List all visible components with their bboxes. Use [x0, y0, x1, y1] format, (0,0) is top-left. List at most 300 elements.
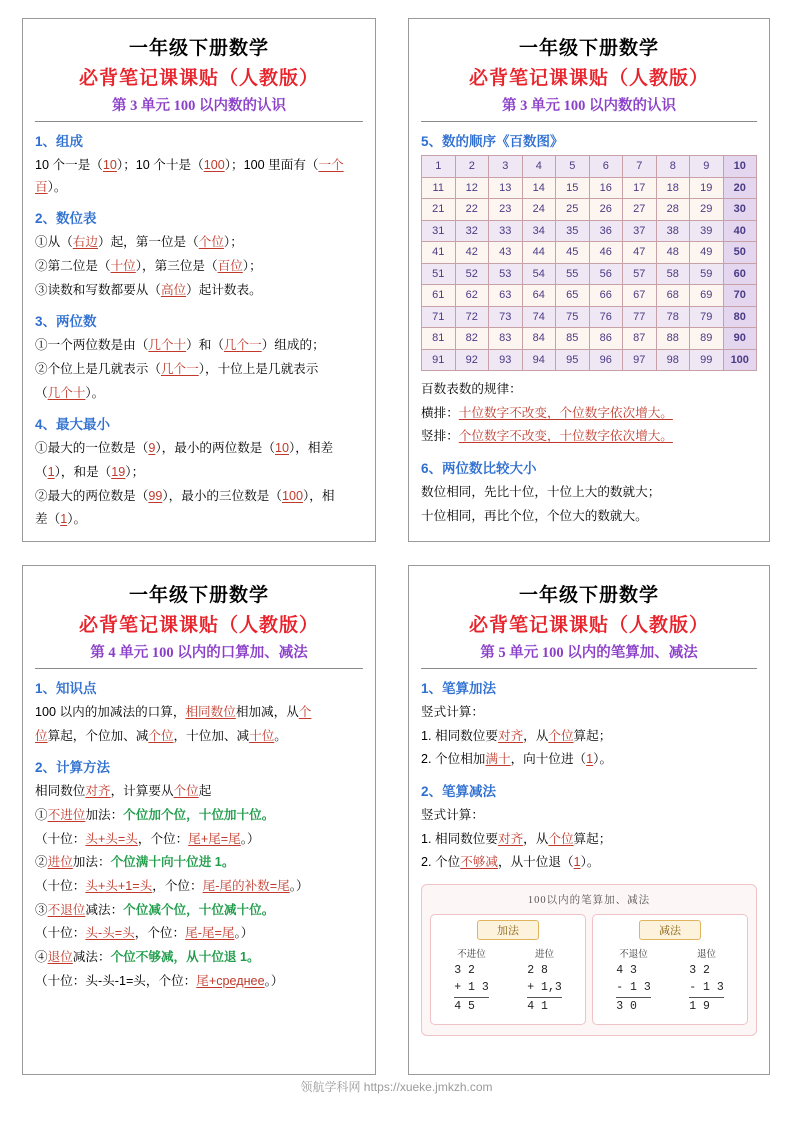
method-line-3 [35, 829, 363, 851]
chart-cell: 5 [556, 156, 590, 178]
text: ）；100 里面有（ [224, 158, 319, 172]
answer: 1 [573, 855, 581, 870]
text: ），十位上是几就表示 [198, 361, 319, 376]
divider [421, 668, 757, 669]
example-add-no-carry-label: 不进位 [457, 949, 486, 960]
text: ，向十位进（ [510, 752, 587, 767]
chart-cell: 27 [623, 199, 657, 221]
chart-cell: 44 [522, 242, 556, 264]
chart-cell: 92 [455, 349, 489, 371]
example-subtraction-column [592, 914, 748, 1025]
chart-cell: 80 [723, 306, 757, 328]
section-title-written-subtraction: 2、笔算减法 [421, 783, 497, 799]
chart-cell: 68 [656, 285, 690, 307]
example-add-carry-sum [527, 963, 562, 1016]
example-add-no-carry [435, 946, 508, 1016]
card-unit3-part2 [408, 18, 770, 542]
sum-line: - 1 3 [616, 980, 651, 994]
chart-cell: 50 [723, 242, 757, 264]
text: ，从 [523, 728, 549, 743]
worked-example-title: 100以内的笔算加、减法 [527, 894, 651, 906]
example-addition-column [430, 914, 586, 1025]
text: ）。 [580, 855, 600, 870]
chart-cell: 52 [455, 263, 489, 285]
text: （ [35, 464, 48, 479]
example-add-carry-label: 进位 [534, 949, 554, 960]
answer: 几个十 [47, 385, 86, 400]
text: ④ [35, 949, 48, 964]
footer-watermark: 领航学科网 https://xueke.jmkzh.com [300, 1080, 493, 1094]
answer: 几个一 [223, 338, 262, 353]
highlight: 个位不够减，从十位退 1。 [110, 949, 260, 964]
chart-cell: 39 [690, 220, 724, 242]
knowledge-line-2 [35, 726, 363, 748]
section-title-maxmin: 4、最大最小 [35, 417, 111, 433]
text: 100 以内的加减法的口算， [35, 705, 186, 719]
written-subtraction-line-1 [421, 829, 757, 851]
chart-cell: 31 [422, 220, 456, 242]
chart-cell: 77 [623, 306, 657, 328]
chart-cell: 20 [723, 177, 757, 199]
chart-row [422, 199, 757, 221]
text: ②个位上是几就表示（ [35, 361, 161, 376]
text: 相加减，从 [235, 705, 299, 719]
maxmin-line-2 [35, 462, 363, 484]
composition-line-1 [35, 155, 363, 198]
answer: 19 [111, 464, 126, 479]
chart-cell: 57 [623, 263, 657, 285]
text: ）。 [47, 179, 67, 194]
chart-cell: 91 [422, 349, 456, 371]
chart-cell: 66 [589, 285, 623, 307]
chart-cell: 23 [489, 199, 523, 221]
answer: 对齐 [497, 728, 524, 743]
chart-row [422, 328, 757, 350]
text: （十位： [35, 878, 86, 893]
answer: 尾-尾的补数=尾 [202, 878, 290, 893]
highlight: 个位加个位，十位加十位。 [123, 807, 275, 822]
text: 减法： [72, 949, 111, 964]
highlight: 个位减个位，十位减十位。 [123, 902, 275, 917]
answer: 位 [35, 728, 48, 743]
chart-cell: 26 [589, 199, 623, 221]
chart-cell: 9 [690, 156, 724, 178]
example-sub-no-borrow [597, 946, 670, 1016]
text: ①从（ [35, 235, 73, 250]
text: ②最大的两位数是（ [35, 488, 149, 503]
answer: 对齐 [85, 784, 111, 799]
chart-cell: 46 [589, 242, 623, 264]
chart-cell: 70 [723, 285, 757, 307]
card-header [421, 580, 757, 662]
chart-cell: 56 [589, 263, 623, 285]
text: 竖排： [421, 429, 459, 444]
text: ）起，第一位是（ [97, 235, 199, 250]
chart-cell: 16 [589, 177, 623, 199]
chart-cell: 45 [556, 242, 590, 264]
chart-cell: 11 [422, 177, 456, 199]
card-header [421, 33, 757, 115]
chart-cell: 60 [723, 263, 757, 285]
chart-cell: 34 [522, 220, 556, 242]
text: ）。 [593, 752, 613, 767]
chart-cell: 7 [623, 156, 657, 178]
text: ）。 [85, 385, 105, 400]
sum-line: + 1 3 [454, 980, 489, 994]
answer: 头-头=头 [85, 926, 135, 941]
chart-cell: 43 [489, 242, 523, 264]
text: ），和是（ [54, 464, 112, 479]
answer: 不进位 [47, 807, 86, 822]
sum-line: 3 0 [616, 997, 651, 1016]
chart-cell: 3 [489, 156, 523, 178]
answer: 相同数位 [185, 705, 236, 719]
sum-line: 1 9 [689, 997, 724, 1016]
text: ）；10 个十是（ [116, 158, 204, 172]
answer: 个位 [148, 728, 174, 743]
example-sub-borrow [670, 946, 743, 1016]
chart-cell: 73 [489, 306, 523, 328]
text: 相同数位 [35, 784, 86, 799]
method-line-6 [35, 900, 363, 922]
twodigit-line-2 [35, 359, 363, 381]
answer: 100 [282, 488, 304, 503]
chart-cell: 78 [656, 306, 690, 328]
method-line-9 [35, 971, 363, 993]
text: ③读数和写数都要从（ [35, 282, 161, 297]
text: 2. 个位相加 [421, 752, 486, 767]
header-line1: 一年级下册数学 [518, 585, 659, 606]
chart-cell: 33 [489, 220, 523, 242]
rule-column [421, 426, 757, 448]
chart-cell: 1 [422, 156, 456, 178]
chart-cell: 62 [455, 285, 489, 307]
knowledge-line-1 [35, 702, 363, 724]
chart-cell: 85 [556, 328, 590, 350]
text: ，计算要从 [110, 784, 174, 799]
chart-cell: 76 [589, 306, 623, 328]
text: 加法： [72, 855, 111, 870]
chart-cell: 65 [556, 285, 590, 307]
answer: 尾+среднее [196, 973, 265, 988]
chart-cell: 41 [422, 242, 456, 264]
text: 。） [240, 831, 260, 846]
answer: 100 [203, 158, 225, 172]
chart-cell: 64 [522, 285, 556, 307]
answer: 个位 [548, 728, 574, 743]
answer: 头+头=头 [85, 831, 138, 846]
card-unit5 [408, 565, 770, 1075]
highlight: 个位满十向十位进 1。 [110, 855, 235, 870]
twodigit-line-3 [35, 383, 363, 405]
chart-cell: 24 [522, 199, 556, 221]
chart-cell: 6 [589, 156, 623, 178]
text: 加法： [85, 807, 124, 822]
divider [35, 668, 363, 669]
chart-cell: 93 [489, 349, 523, 371]
example-sub-no-borrow-sum [616, 963, 651, 1016]
section-title-written-addition: 1、笔算加法 [421, 681, 497, 696]
chart-cell: 40 [723, 220, 757, 242]
example-subtraction-tag: 减法 [639, 920, 701, 940]
chart-row [422, 177, 757, 199]
chart-row [422, 220, 757, 242]
chart-cell: 15 [556, 177, 590, 199]
text: 算起，个位加、减 [47, 728, 149, 743]
text: ②第二位是（ [35, 258, 111, 273]
example-sub-borrow-sum [689, 963, 724, 1016]
chart-cell: 4 [522, 156, 556, 178]
section-title-twodigit: 3、两位数 [35, 314, 97, 330]
written-addition-line-2 [421, 749, 757, 771]
answer: 个 [298, 705, 312, 719]
chart-cell: 38 [656, 220, 690, 242]
text: ）； [223, 235, 243, 250]
chart-row [422, 306, 757, 328]
answer: 十位 [249, 728, 275, 743]
method-line-8 [35, 947, 363, 969]
text: ② [35, 855, 48, 870]
method-line-5 [35, 876, 363, 898]
chart-cell: 96 [589, 349, 623, 371]
method-line-4 [35, 852, 363, 874]
chart-cell: 29 [690, 199, 724, 221]
text: ，从 [523, 831, 549, 846]
answer: 头+头+1=头 [85, 878, 153, 893]
chart-row [422, 156, 757, 178]
answer: 10 [102, 158, 117, 172]
chart-cell: 19 [690, 177, 724, 199]
text: ），第三位是（ [135, 258, 218, 273]
chart-cell: 12 [455, 177, 489, 199]
rule-row [421, 403, 757, 425]
written-addition-lead: 竖式计算： [421, 705, 484, 719]
answer: 10 [275, 441, 290, 456]
chart-cell: 84 [522, 328, 556, 350]
chart-row [422, 349, 757, 371]
chart-row [422, 263, 757, 285]
compare-line-1: 数位相同，先比十位，十位上大的数就大； [421, 484, 661, 499]
chart-cell: 87 [623, 328, 657, 350]
example-add-no-carry-sum [454, 963, 489, 1016]
hundred-chart-table [421, 155, 757, 371]
card-header [35, 580, 363, 662]
section-title-placevalue: 2、数位表 [35, 211, 97, 227]
sum-line: + 1,3 [527, 980, 562, 994]
text: 1. 相同数位要 [421, 831, 498, 846]
text: 。） [264, 973, 284, 988]
answer: 右边 [72, 235, 98, 250]
text: （ [35, 385, 48, 400]
chart-cell: 53 [489, 263, 523, 285]
maxmin-line-3 [35, 486, 363, 508]
text: ① [35, 807, 48, 822]
chart-cell: 54 [522, 263, 556, 285]
header-line2: 必背笔记课课贴（人教版） [78, 68, 319, 89]
chart-cell: 17 [623, 177, 657, 199]
answer: 9 [148, 441, 156, 456]
answer: 几个十 [148, 338, 187, 353]
text: ，个位： [152, 878, 203, 893]
text: 差（ [35, 512, 61, 527]
answer: 个位 [173, 784, 199, 799]
answer: 不退位 [47, 902, 86, 917]
text: 起 [198, 784, 212, 799]
chart-cell: 37 [623, 220, 657, 242]
example-sub-no-borrow-label: 不退位 [619, 949, 648, 960]
chart-cell: 69 [690, 285, 724, 307]
chart-cell: 36 [589, 220, 623, 242]
chart-cell: 18 [656, 177, 690, 199]
text: 1. 相同数位要 [421, 728, 498, 743]
header-line1: 一年级下册数学 [128, 585, 269, 606]
chart-cell: 51 [422, 263, 456, 285]
answer: 百位 [217, 258, 243, 273]
twodigit-line-1 [35, 335, 363, 357]
answer: 1 [586, 752, 594, 767]
chart-cell: 86 [589, 328, 623, 350]
text: 算起； [573, 728, 612, 743]
answer: 99 [148, 488, 163, 503]
text: ，个位： [134, 926, 186, 941]
chart-cell: 35 [556, 220, 590, 242]
chart-cell: 42 [455, 242, 489, 264]
text: ），相 [303, 488, 335, 503]
chart-cell: 71 [422, 306, 456, 328]
rule-title: 百数表数的规律： [421, 382, 522, 396]
chart-cell: 30 [723, 199, 757, 221]
chart-cell: 72 [455, 306, 489, 328]
chart-cell: 32 [455, 220, 489, 242]
chart-cell: 13 [489, 177, 523, 199]
text: ）组成的； [261, 338, 325, 353]
method-line-7 [35, 923, 363, 945]
chart-cell: 94 [522, 349, 556, 371]
chart-cell: 10 [723, 156, 757, 178]
chart-cell: 48 [656, 242, 690, 264]
sum-line: 3 2 [454, 963, 475, 977]
maxmin-line-4 [35, 509, 363, 531]
method-line-1 [35, 781, 363, 803]
text: ）和（ [186, 338, 224, 353]
chart-cell: 98 [656, 349, 690, 371]
sum-line: - 1 3 [689, 980, 724, 994]
chart-cell: 58 [656, 263, 690, 285]
header-unit: 第 5 单元 100 以内的笔算加、减法 [480, 645, 698, 661]
text: ）。 [67, 512, 87, 527]
chart-cell: 21 [422, 199, 456, 221]
text: ），最小的三位数是（ [162, 488, 282, 503]
chart-cell: 88 [656, 328, 690, 350]
example-sub-borrow-label: 退位 [696, 949, 716, 960]
chart-cell: 90 [723, 328, 757, 350]
text: 。 [274, 728, 287, 743]
chart-cell: 89 [690, 328, 724, 350]
answer: 十位 [110, 258, 136, 273]
placevalue-line-3 [35, 280, 363, 302]
compare-line-2: 十位相同，再比个位，个位大的数就大。 [421, 508, 648, 523]
chart-cell: 22 [455, 199, 489, 221]
section-title-knowledge: 1、知识点 [35, 681, 97, 696]
answer: 对齐 [497, 831, 524, 846]
worked-example-box [421, 884, 757, 1036]
section-title-hundred-chart: 5、数的顺序《百数图》 [421, 134, 564, 149]
text: 。） [289, 878, 309, 893]
card-unit4 [22, 565, 376, 1075]
header-unit: 第 4 单元 100 以内的口算加、减法 [90, 645, 308, 661]
answer: 1 [47, 464, 55, 479]
chart-cell: 59 [690, 263, 724, 285]
text: 横排： [421, 405, 459, 420]
chart-cell: 28 [656, 199, 690, 221]
header-unit: 第 3 单元 100 以内数的认识 [112, 98, 286, 114]
placevalue-line-1 [35, 232, 363, 254]
text: ，十位加、减 [173, 728, 250, 743]
text: （十位： [35, 926, 86, 941]
answer: 1 [60, 512, 68, 527]
chart-cell: 75 [556, 306, 590, 328]
answer: 十位数字不改变，个位数字依次增大。 [458, 405, 673, 420]
text: ①最大的一位数是（ [35, 441, 149, 456]
answer: 个位数字不改变，十位数字依次增大。 [458, 429, 673, 444]
sum-line: 4 1 [527, 997, 562, 1016]
answer: 退位 [47, 949, 73, 964]
section-title-composition: 1、组成 [35, 134, 84, 149]
answer: 一个百 [35, 158, 344, 194]
answer: 尾+尾=尾 [188, 831, 241, 846]
chart-cell: 74 [522, 306, 556, 328]
placevalue-line-2 [35, 256, 363, 278]
chart-cell: 99 [690, 349, 724, 371]
answer: 几个一 [160, 361, 199, 376]
chart-row [422, 242, 757, 264]
sum-line: 4 3 [616, 963, 637, 977]
chart-cell: 25 [556, 199, 590, 221]
chart-cell: 55 [556, 263, 590, 285]
text: ①一个两位数是由（ [35, 338, 149, 353]
answer: 个位 [198, 235, 224, 250]
text: （十位： [35, 831, 86, 846]
text: （十位：头-头-1=头，个位： [35, 973, 197, 988]
text: ），相差 [289, 441, 334, 456]
written-subtraction-line-2 [421, 852, 757, 874]
answer: 满十 [485, 752, 511, 767]
header-unit: 第 3 单元 100 以内数的认识 [502, 98, 676, 114]
chart-cell: 14 [522, 177, 556, 199]
example-add-carry [508, 946, 581, 1016]
text: ，个位： [137, 831, 189, 846]
answer: 进位 [47, 855, 73, 870]
chart-cell: 49 [690, 242, 724, 264]
sum-line: 4 5 [454, 997, 489, 1016]
card-unit3-part1 [22, 18, 376, 542]
card-header [35, 33, 363, 115]
header-line2: 必背笔记课课贴（人教版） [468, 68, 709, 89]
text: ，从十位退（ [497, 855, 574, 870]
answer: 尾-尾=尾 [185, 926, 235, 941]
method-line-2 [35, 805, 363, 827]
text: 2. 个位 [421, 855, 461, 870]
example-addition-tag: 加法 [477, 920, 539, 940]
header-line1: 一年级下册数学 [128, 38, 269, 59]
chart-cell: 79 [690, 306, 724, 328]
section-title-compare: 6、两位数比较大小 [421, 460, 537, 476]
sum-line: 2 8 [527, 963, 548, 977]
sum-line: 3 2 [689, 963, 710, 977]
header-line2: 必背笔记课课贴（人教版） [468, 615, 709, 636]
chart-cell: 8 [656, 156, 690, 178]
text: ③ [35, 902, 48, 917]
